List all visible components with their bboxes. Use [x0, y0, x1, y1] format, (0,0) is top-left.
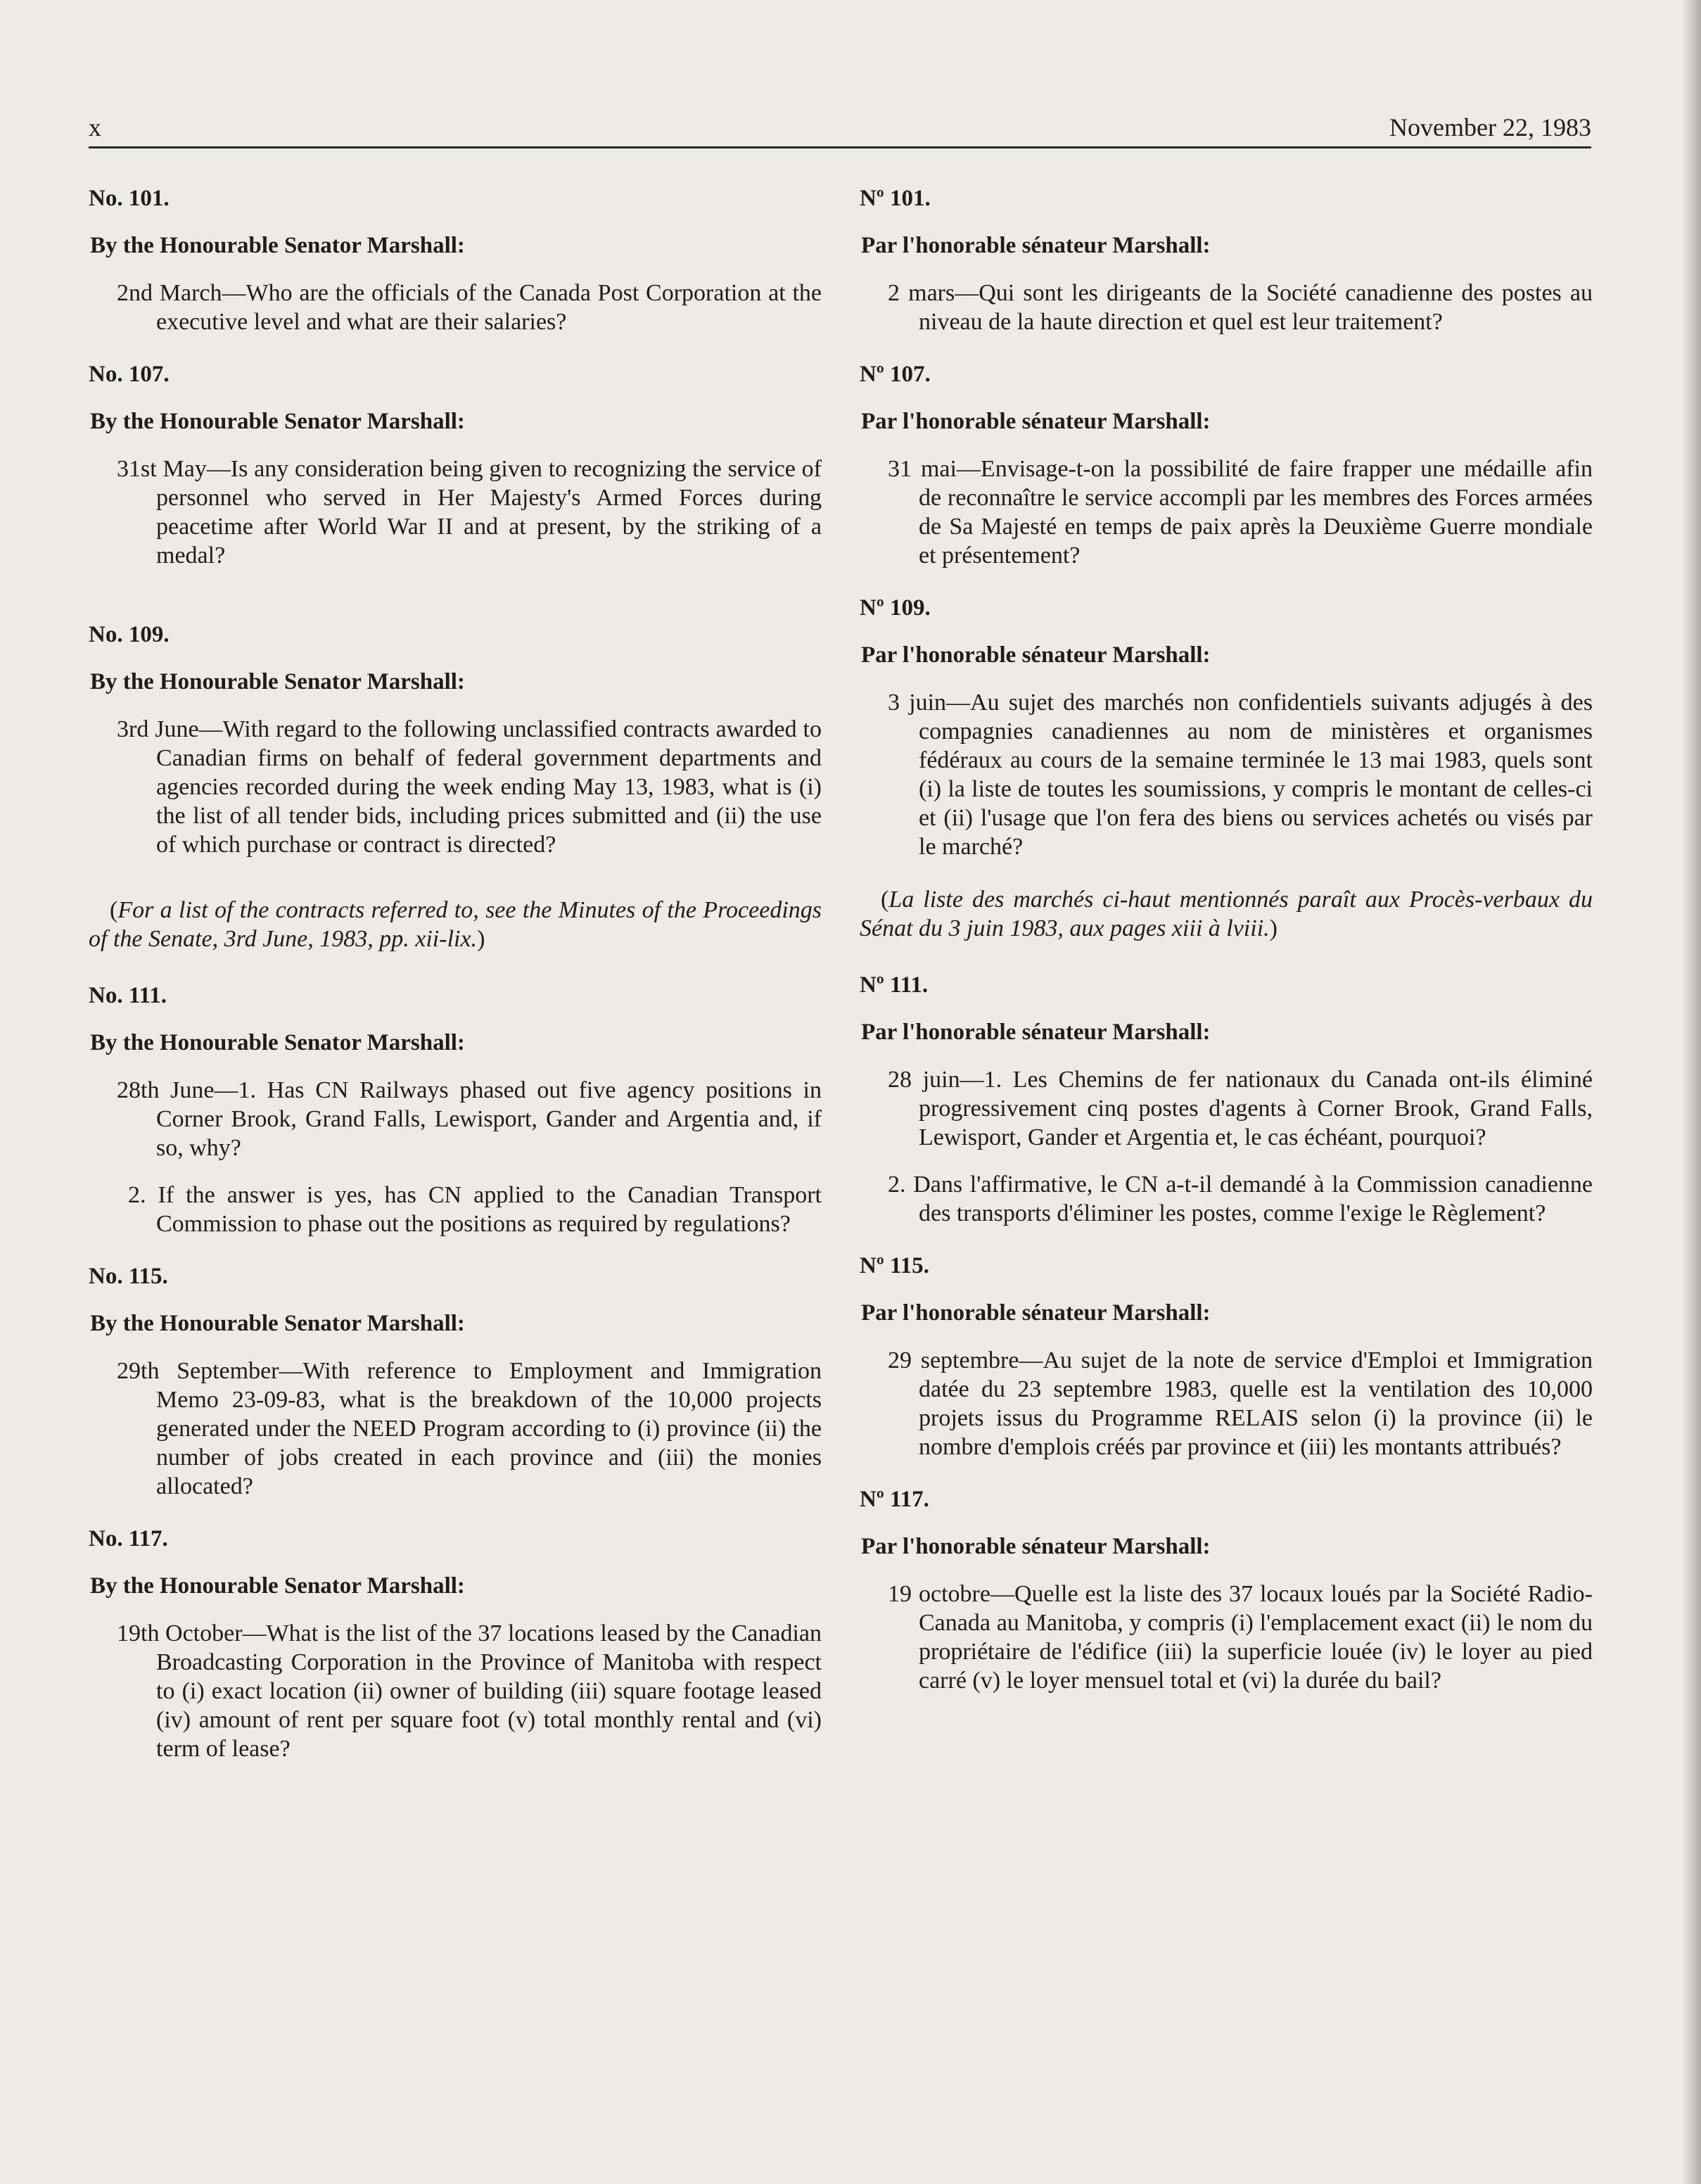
senator-line: Par l'honorable sénateur Marshall:	[861, 233, 1211, 258]
page-number: x	[89, 113, 101, 141]
senator-line: Par l'honorable sénateur Marshall:	[861, 1300, 1211, 1326]
page-edge-shadow	[1681, 0, 1701, 2184]
question-text: 28 juin—1. Les Chemins de fer nationaux du Canada ont-ils éliminé progressivement cinq postes d'agents à Corner Brook, Grand Falls, Lewisport, Gander et Argentia et, le cas échéant, pourquoi?	[888, 1067, 1593, 1150]
senator-line: Par l'honorable sénateur Marshall:	[861, 409, 1211, 434]
question-107-en	[89, 360, 822, 570]
question-text: 3 juin—Au sujet des marchés non confidentiels suivants adjugés à des compagnies canadiennes au nom de ministères et organismes fédéraux au cours de la semaine terminée le 13 mai 1983, quels sont (i) la liste de toutes les soumissions, y compris le montant de celles-ci et (ii) l'usage que l'on fera des biens ou services achetés ou visés par le marché?	[888, 690, 1593, 860]
senator-line: By the Honourable Senator Marshall:	[90, 1573, 465, 1599]
question-number: Nº 107.	[860, 362, 931, 387]
question-101-fr	[860, 184, 1593, 336]
question-number: Nº 117.	[860, 1487, 929, 1512]
question-101-en	[89, 184, 822, 336]
question-number: No. 101.	[89, 186, 170, 211]
question-number: No. 115.	[89, 1264, 168, 1289]
senator-line: By the Honourable Senator Marshall:	[90, 1030, 465, 1055]
question-text-part-2: 2. If the answer is yes, has CN applied to the Canadian Transport Commission to phase out the positions as required by regulations?	[128, 1182, 822, 1237]
question-text: 31st May—Is any consideration being given to recognizing the service of personnel who served in Her Majesty's Armed Forces during peacetime after World War II and at present, by the striking of a medal?	[117, 456, 822, 569]
question-number: No. 117.	[89, 1526, 168, 1551]
question-text: 19th October—What is the list of the 37 locations leased by the Canadian Broadcasting Corporation in the Province of Manitoba with respect to (i) exact location (ii) owner of building (iii) square footage leased (iv) amount of rent per square foot (v) total monthly rental and (vi) term of lease?	[117, 1620, 822, 1762]
senator-line: By the Honourable Senator Marshall:	[90, 233, 465, 258]
question-text: 2 mars—Qui sont les dirigeants de la Société canadienne des postes au niveau de la haute direction et quel est leur traitement?	[888, 280, 1593, 335]
question-115-fr	[860, 1252, 1593, 1461]
senator-line: Par l'honorable sénateur Marshall:	[861, 1534, 1211, 1559]
senator-line: Par l'honorable sénateur Marshall:	[861, 1020, 1211, 1045]
question-number: No. 111.	[89, 983, 167, 1008]
question-111-en	[89, 982, 822, 1238]
question-115-en	[89, 1262, 822, 1501]
english-column	[89, 184, 822, 1763]
question-number: No. 107.	[89, 362, 170, 387]
question-109-en	[89, 621, 822, 953]
senator-line: Par l'honorable sénateur Marshall:	[861, 642, 1211, 668]
question-text: 3rd June—With regard to the following unclassified contracts awarded to Canadian firms on behalf of federal government departments and agencies recorded during the week ending May 13, 1983, what is (i) the list of all tender bids, including prices submitted and (ii) the use of which purchase or contract is directed?	[117, 716, 822, 858]
french-column	[860, 184, 1593, 1695]
question-111-fr	[860, 971, 1593, 1228]
question-text: 19 octobre—Quelle est la liste des 37 locaux loués par la Société Radio-Canada au Manitoba, y compris (i) l'emplacement exact (ii) le nom du propriétaire de l'édifice (iii) la superficie louée (iv) le loyer au pied carré (v) le loyer mensuel total et (vi) la durée du bail?	[888, 1581, 1593, 1694]
question-number: No. 109.	[89, 622, 170, 647]
page-date: November 22, 1983	[1389, 113, 1591, 141]
page-header	[89, 113, 1591, 148]
question-109-fr	[860, 594, 1593, 943]
question-text: 29th September—With reference to Employment and Immigration Memo 23-09-83, what is the breakdown of the 10,000 projects generated under the NEED Program according to (i) province (ii) the number of jobs created in each province and (iii) the monies allocated?	[117, 1358, 822, 1499]
question-number: Nº 101.	[860, 186, 931, 211]
question-number: Nº 115.	[860, 1253, 929, 1278]
question-117-fr	[860, 1485, 1593, 1695]
senator-line: By the Honourable Senator Marshall:	[90, 669, 465, 694]
question-text: 29 septembre—Au sujet de la note de service d'Emploi et Immigration datée du 23 septembre 1983, quelle est la ventilation des 10,000 projets issus du Programme RELAIS selon (i) la province (ii) le nombre d'emplois créés par province et (iii) les montants attribués?	[888, 1347, 1593, 1460]
contracts-note: (For a list of the contracts referred to, see the Minutes of the Proceedings of the Senate, 3rd June, 1983, pp. xii-lix.)	[89, 897, 822, 952]
senator-line: By the Honourable Senator Marshall:	[90, 1311, 465, 1336]
question-text: 2nd March—Who are the officials of the Canada Post Corporation at the executive level and what are their salaries?	[117, 280, 822, 335]
question-text: 31 mai—Envisage-t-on la possibilité de faire frapper une médaille afin de reconnaître le service accompli par les membres des Forces armées de Sa Majesté en temps de paix après la Deuxième Guerre mondiale et présentement?	[888, 456, 1593, 569]
question-117-en	[89, 1525, 822, 1763]
question-number: Nº 111.	[860, 972, 929, 998]
contracts-note: (La liste des marchés ci-haut mentionnés paraît aux Procès-verbaux du Sénat du 3 juin 1983, aux pages xiii à lviii.)	[860, 887, 1593, 941]
question-107-fr	[860, 360, 1593, 570]
question-number: Nº 109.	[860, 595, 931, 621]
senator-line: By the Honourable Senator Marshall:	[90, 409, 465, 434]
question-text-part-2: 2. Dans l'affirmative, le CN a-t-il demandé à la Commission canadienne des transports d'éliminer les postes, comme l'exige le Règlement?	[888, 1172, 1593, 1226]
question-text: 28th June—1. Has CN Railways phased out five agency positions in Corner Brook, Grand Falls, Lewisport, Gander and Argentia and, if so, why?	[117, 1077, 822, 1161]
